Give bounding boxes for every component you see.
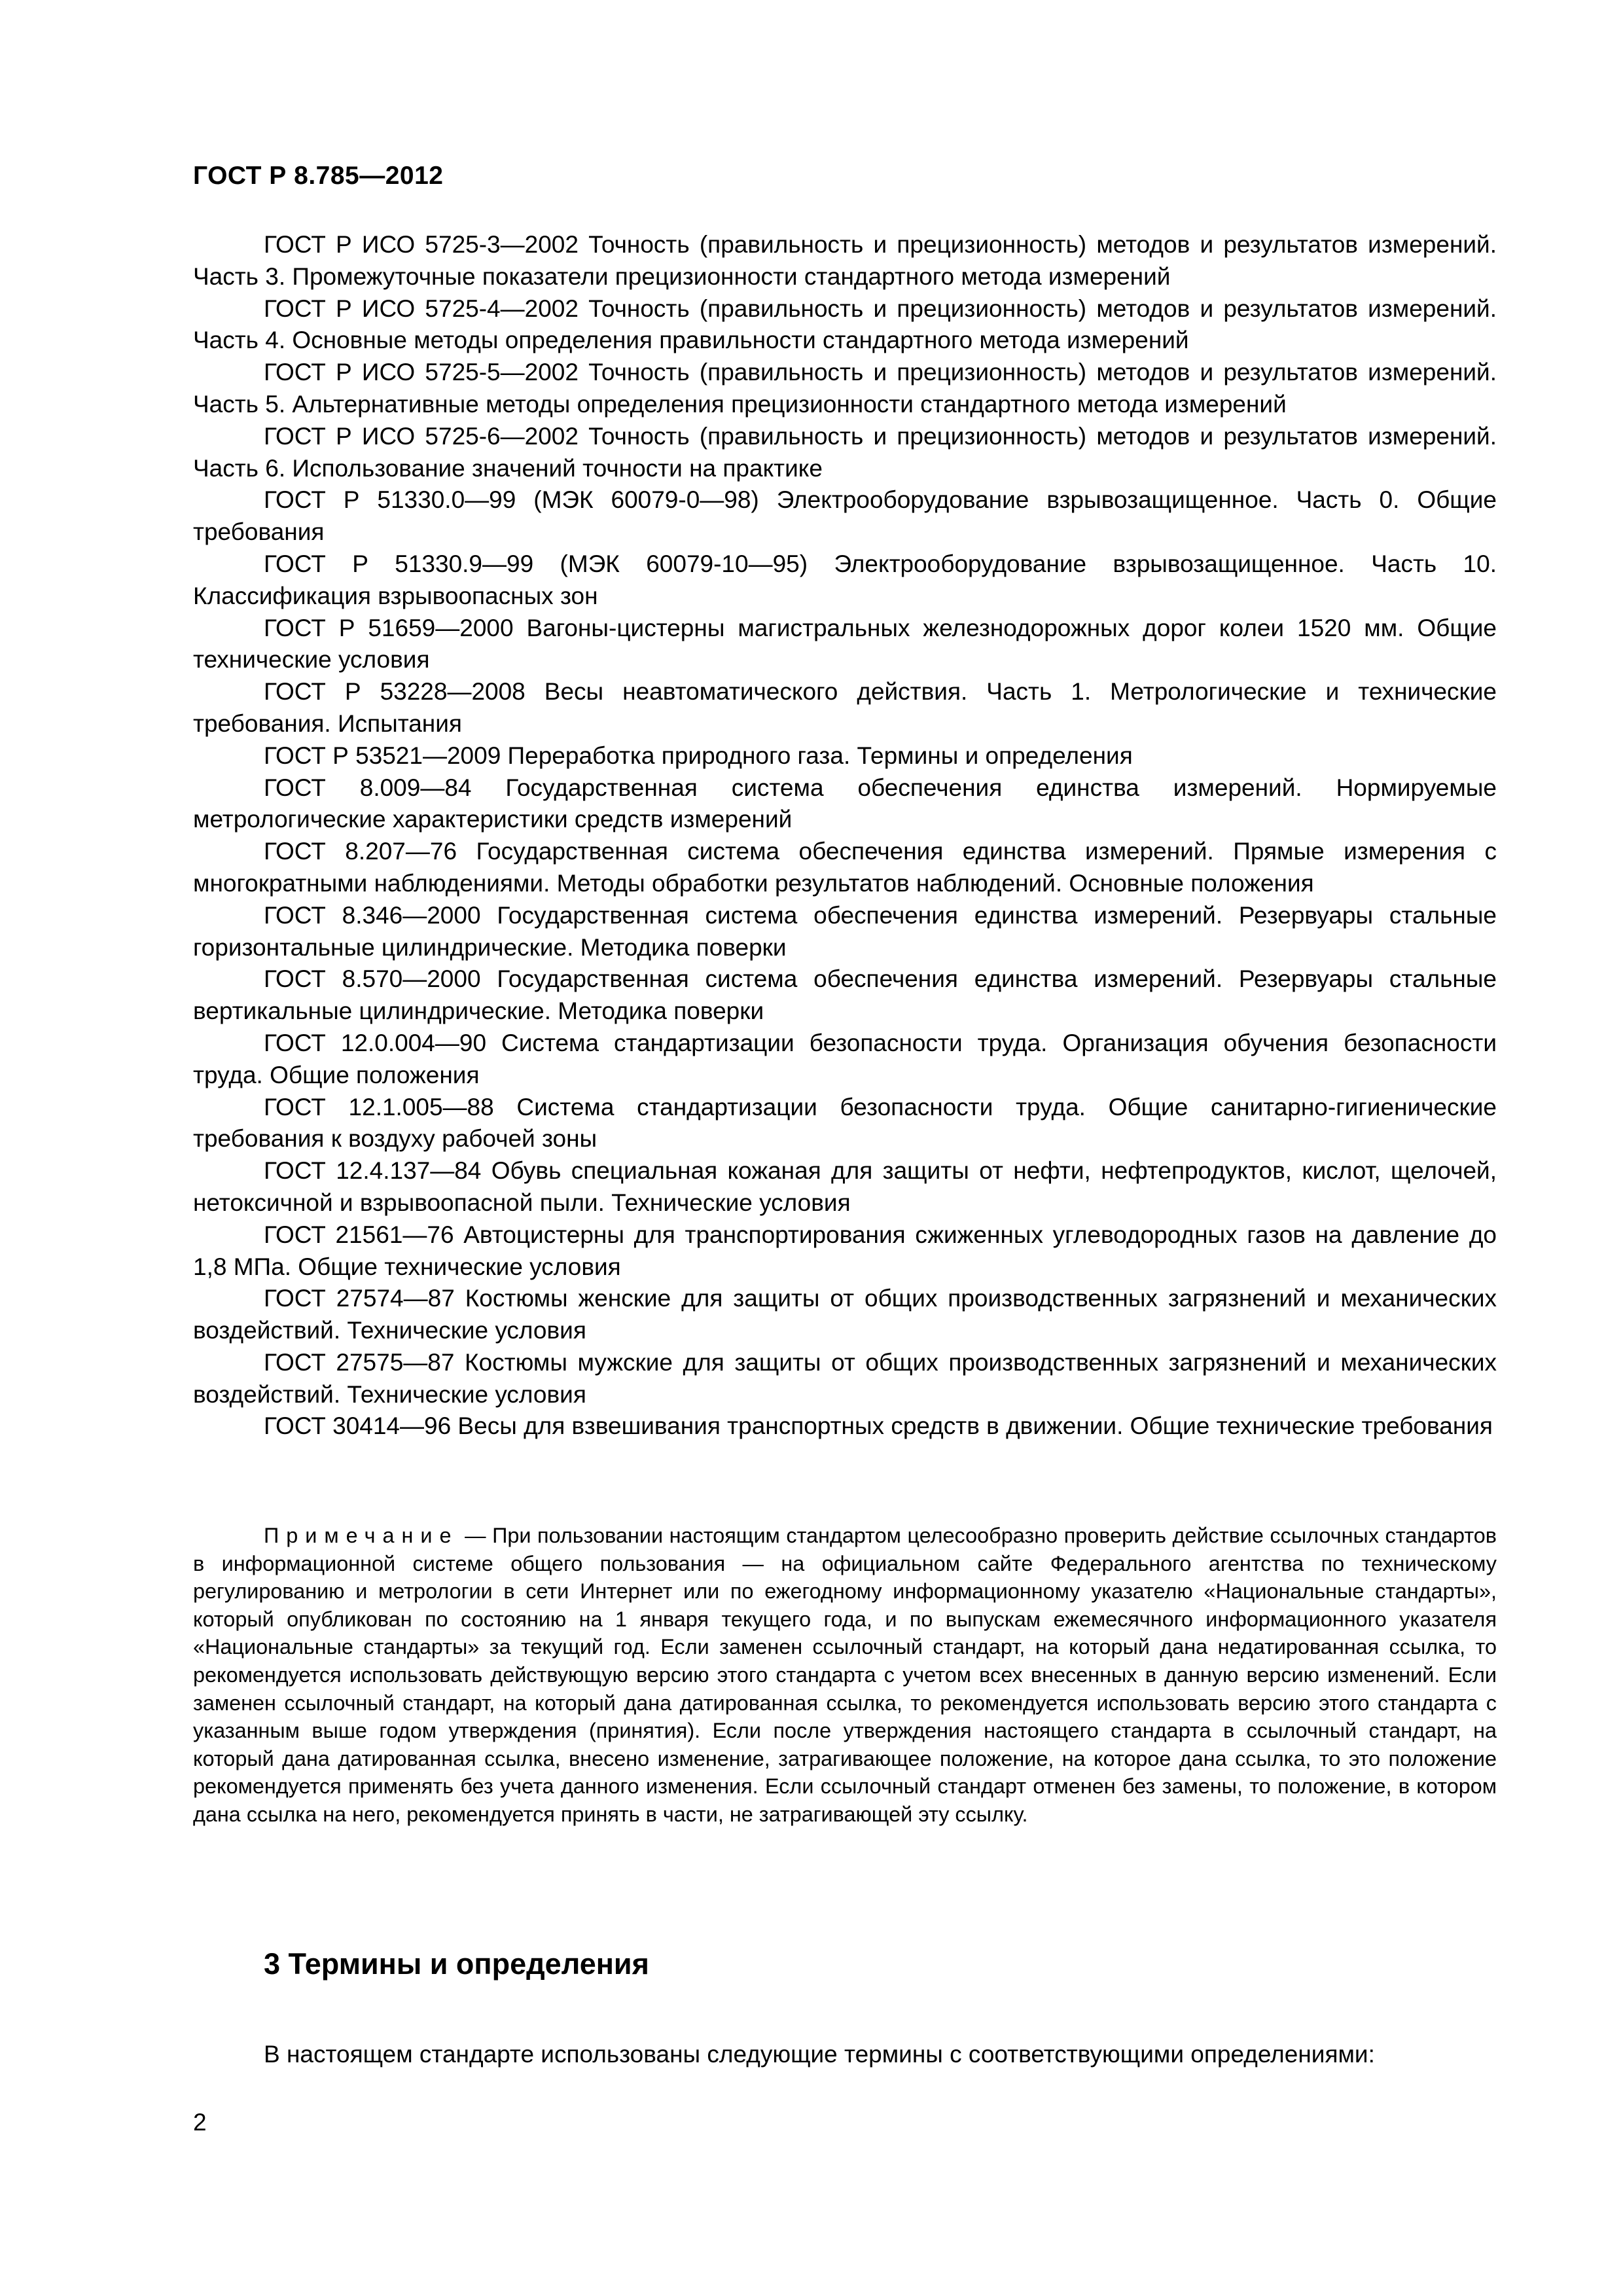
reference-item: ГОСТ Р ИСО 5725-4—2002 Точность (правильность и прецизионность) методов и результатов измерений. Часть 4. Основные методы определения правильности стандартного метода измерений — [193, 295, 1497, 354]
page-number: 2 — [193, 2109, 207, 2136]
reference-item: ГОСТ 30414—96 Весы для взвешивания транспортных средств в движении. Общие технические требования — [264, 1412, 1493, 1440]
reference-item: ГОСТ Р 51330.9—99 (МЭК 60079-10—95) Электрооборудование взрывозащищенное. Часть 10. Классификация взрывоопасных зон — [193, 550, 1497, 609]
normative-references-list — [193, 229, 1497, 1443]
reference-item: ГОСТ Р 51659—2000 Вагоны-цистерны магистральных железнодорожных дорог колеи 1520 мм. Общие технические условия — [193, 614, 1497, 673]
reference-item: ГОСТ Р 53228—2008 Весы неавтоматического действия. Часть 1. Метрологические и технические требования. Испытания — [193, 678, 1497, 737]
reference-item: ГОСТ 12.0.004—90 Система стандартизации безопасности труда. Организация обучения безопасности труда. Общие положения — [193, 1029, 1497, 1088]
document-header: ГОСТ Р 8.785—2012 — [193, 162, 444, 190]
reference-item: ГОСТ Р ИСО 5725-5—2002 Точность (правильность и прецизионность) методов и результатов измерений. Часть 5. Альтернативные методы определения прецизионности стандартного метода измерений — [193, 359, 1497, 418]
note-dash: — — [458, 1524, 493, 1547]
note-text: При пользовании настоящим стандартом целесообразно проверить действие ссылочных стандартов в информационной системе общего пользования — на официальном сайте Федерального агентства по техническому регулированию и метрологии в сети Интернет или по ежегодному информационному указателю «Национальные стандарты», который опубликован по состоянию на 1 января текущего года, и по выпускам ежемесячного информационного указателя «Национальные стандарты» за текущий год. Если заменен ссылочный стандарт, на который дана недатированная ссылка, то рекомендуется использовать действующую версию этого стандарта с учетом всех внесенных в данную версию изменений. Если заменен ссылочный стандарт, на который дана датированная ссылка, то рекомендуется использовать версию этого стандарта с указанным выше годом утверждения (принятия). Если после утверждения настоящего стандарта в ссылочный стандарт, на который дана датированная ссылка, внесено изменение, затрагивающее положение, на которое дана ссылка, то это положение рекомендуется применять без учета данного изменения. Если ссылочный стандарт отменен без замены, то положение, в котором дана ссылка на него, рекомендуется принять в части, не затрагивающей эту ссылку. — [193, 1524, 1497, 1826]
section-heading: 3 Термины и определения — [264, 1947, 649, 1981]
reference-item: ГОСТ Р ИСО 5725-6—2002 Точность (правильность и прецизионность) методов и результатов измерений. Часть 6. Использование значений точности на практике — [193, 422, 1497, 482]
reference-item: ГОСТ 27575—87 Костюмы мужские для защиты от общих производственных загрязнений и механических воздействий. Технические условия — [193, 1348, 1497, 1408]
section-intro: В настоящем стандарте использованы следующие термины с соответствующими определениями: — [264, 2041, 1375, 2068]
reference-item: ГОСТ 12.1.005—88 Система стандартизации безопасности труда. Общие санитарно-гигиенические требования к воздуху рабочей зоны — [193, 1093, 1497, 1153]
reference-item: ГОСТ 8.009—84 Государственная система обеспечения единства измерений. Нормируемые метрологические характеристики средств измерений — [193, 774, 1497, 833]
reference-item: ГОСТ Р 51330.0—99 (МЭК 60079-0—98) Электрооборудование взрывозащищенное. Часть 0. Общие требования — [193, 486, 1497, 546]
note-label: Примечание — [264, 1524, 459, 1547]
reference-item: ГОСТ Р ИСО 5725-3—2002 Точность (правильность и прецизионность) методов и результатов измерений. Часть 3. Промежуточные показатели прецизионности стандартного метода измерений — [193, 231, 1497, 290]
reference-item: ГОСТ 8.346—2000 Государственная система обеспечения единства измерений. Резервуары стальные горизонтальные цилиндрические. Методика поверки — [193, 901, 1497, 961]
reference-item: ГОСТ Р 53521—2009 Переработка природного газа. Термины и определения — [264, 742, 1133, 769]
reference-item: ГОСТ 21561—76 Автоцистерны для транспортирования сжиженных углеводородных газов на давление до 1,8 МПа. Общие технические условия — [193, 1221, 1497, 1280]
reference-item: ГОСТ 8.570—2000 Государственная система обеспечения единства измерений. Резервуары стальные вертикальные цилиндрические. Методика поверки — [193, 965, 1497, 1025]
note-paragraph — [193, 1522, 1497, 1829]
reference-item: ГОСТ 27574—87 Костюмы женские для защиты от общих производственных загрязнений и механических воздействий. Технические условия — [193, 1285, 1497, 1344]
reference-item: ГОСТ 12.4.137—84 Обувь специальная кожаная для защиты от нефти, нефтепродуктов, кислот, щелочей, нетоксичной и взрывоопасной пыли. Технические условия — [193, 1157, 1497, 1216]
reference-item: ГОСТ 8.207—76 Государственная система обеспечения единства измерений. Прямые измерения с многократными наблюдениями. Методы обработки результатов наблюдений. Основные положения — [193, 838, 1497, 897]
